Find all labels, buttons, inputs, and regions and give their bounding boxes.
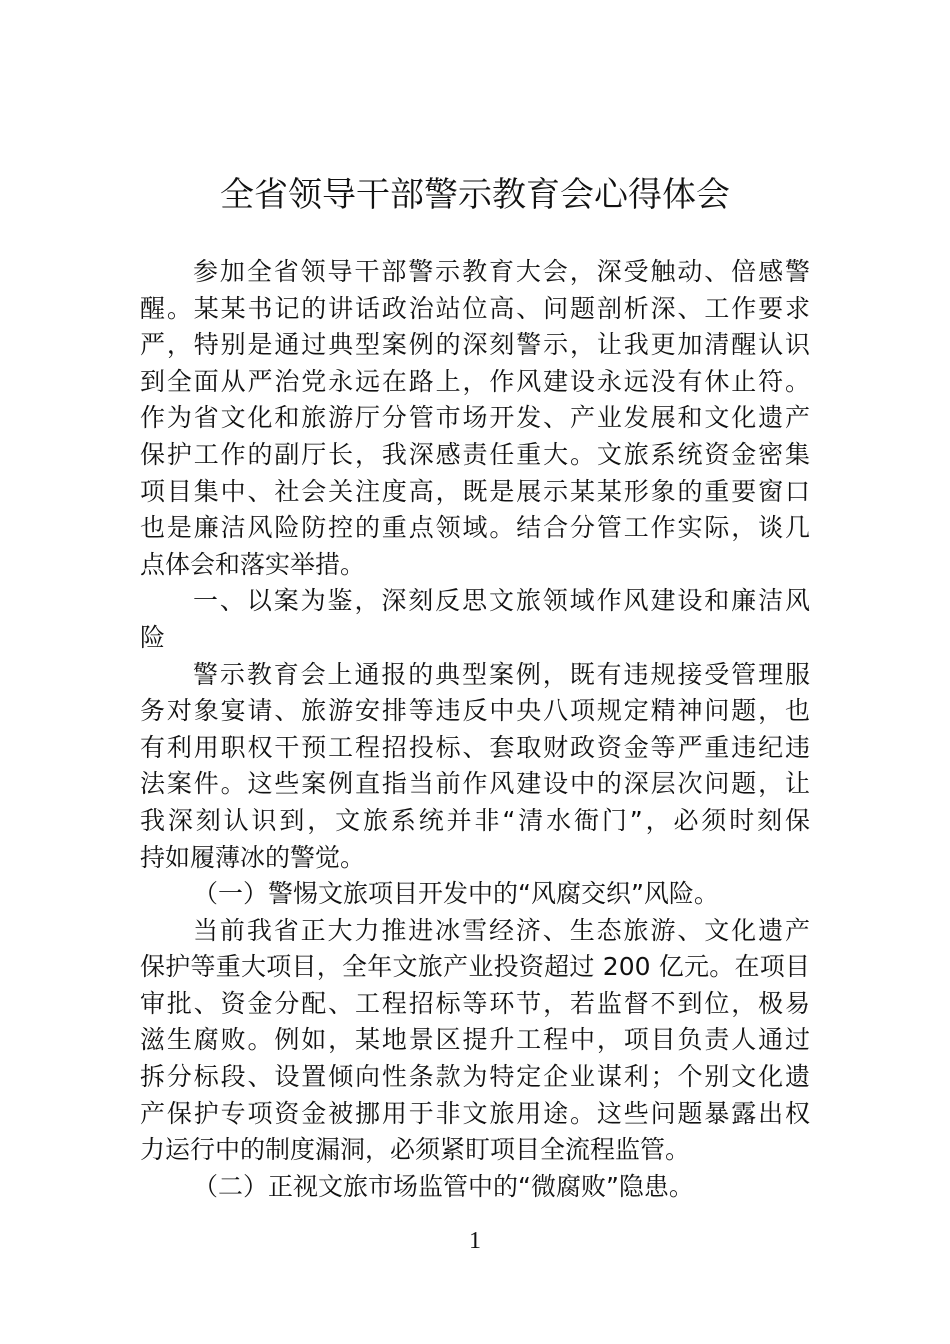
text-line: 保护工作的副厅长，我深感责任重大。文旅系统资金密集 (140, 439, 810, 469)
text-line: 到全面从严治党永远在路上，作风建设永远没有休止符。 (140, 366, 810, 396)
text-line: 醒。某某书记的讲话政治站位高、问题剖析深、工作要求 (140, 293, 810, 323)
text-line: 滋生腐败。例如，某地景区提升工程中，项目负责人通过 (140, 1025, 810, 1055)
text-line: 审批、资金分配、工程招标等环节，若监督不到位，极易 (140, 988, 810, 1018)
text-line: 务对象宴请、旅游安排等违反中央八项规定精神问题，也 (140, 696, 810, 726)
text-line: 力运行中的制度漏洞，必须紧盯项目全流程监管。 (140, 1135, 691, 1165)
text-line: 作为省文化和旅游厅分管市场开发、产业发展和文化遗产 (140, 403, 810, 433)
text-line: 保护等重大项目，全年文旅产业投资超过 200 亿元。在项目 (140, 952, 810, 982)
paragraph (140, 876, 810, 913)
text-line: 一、以案为鉴，深刻反思文旅领域作风建设和廉洁风 (193, 586, 810, 616)
text-line: 有利用职权干预工程招投标、套取财政资金等严重违纪违 (140, 732, 810, 762)
paragraph (140, 1169, 810, 1206)
text-line: 项目集中、社会关注度高，既是展示某某形象的重要窗口 (140, 476, 810, 506)
text-line: 拆分标段、设置倾向性条款为特定企业谋利；个别文化遗 (140, 1062, 810, 1092)
text-line: 法案件。这些案例直指当前作风建设中的深层次问题，让 (140, 769, 810, 799)
text-line: （一）警惕文旅项目开发中的“风腐交织”风险。 (193, 879, 719, 909)
paragraph (140, 913, 810, 1169)
text-line: 点体会和落实举措。 (140, 549, 366, 579)
page-number: 1 (469, 1228, 481, 1255)
text-line: 参加全省领导干部警示教育大会，深受触动、倍感警 (193, 257, 810, 286)
text-line: 当前我省正大力推进冰雪经济、生态旅游、文化遗产 (193, 915, 810, 945)
document-title: 全省领导干部警示教育会心得体会 (220, 175, 730, 215)
text-line: 持如履薄冰的警觉。 (140, 842, 366, 872)
text-line: （二）正视文旅市场监管中的“微腐败”隐患。 (193, 1171, 694, 1201)
document-body (140, 254, 810, 1205)
paragraph (140, 583, 810, 656)
text-line: 产保护专项资金被挪用于非文旅用途。这些问题暴露出权 (140, 1098, 810, 1128)
text-line: 险 (140, 622, 166, 652)
text-line: 警示教育会上通报的典型案例，既有违规接受管理服 (193, 659, 810, 689)
text-line: 我深刻认识到，文旅系统并非“清水衙门”，必须时刻保 (140, 805, 810, 835)
paragraph (140, 254, 810, 583)
paragraph (140, 657, 810, 877)
text-line: 严，特别是通过典型案例的深刻警示，让我更加清醒认识 (140, 330, 810, 360)
text-line: 也是廉洁风险防控的重点领域。结合分管工作实际，谈几 (140, 513, 810, 543)
